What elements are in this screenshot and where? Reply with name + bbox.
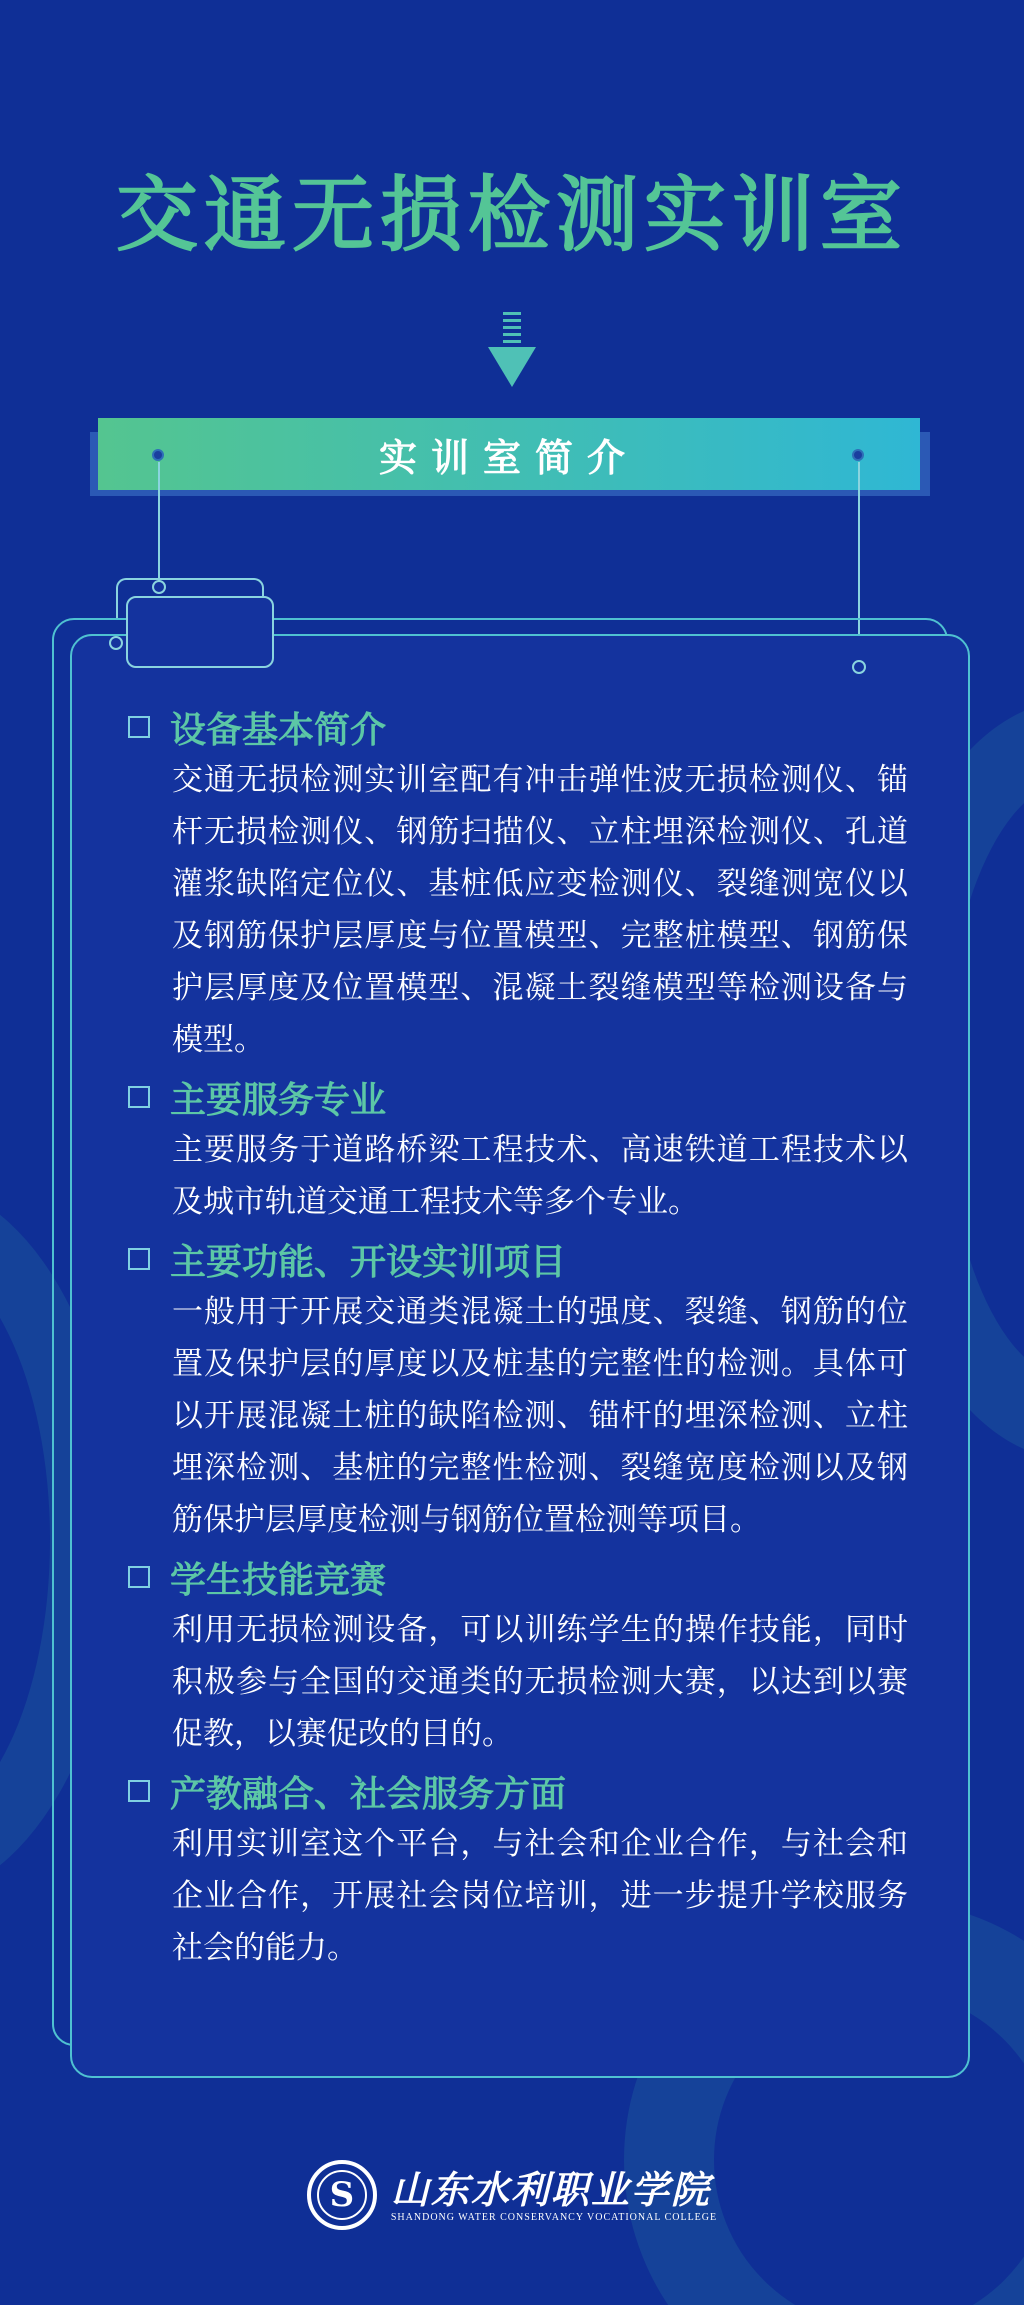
banner-label: 实训室简介: [378, 435, 639, 480]
page-title: 交通无损检测实训室: [115, 168, 908, 263]
ring-left-top: [152, 580, 166, 594]
section-equipment: [128, 700, 908, 1066]
content-list: [128, 700, 908, 1978]
banner-pin-left: [152, 449, 164, 461]
section-social-service: [128, 1764, 908, 1974]
section-body: 主要服务于道路桥梁工程技术、高速铁道工程技术以及城市轨道交通工程技术等多个专业。: [172, 1132, 908, 1220]
card-tab: [126, 596, 274, 668]
section-competition: [128, 1550, 908, 1760]
section-functions: [128, 1232, 908, 1546]
section-majors: [128, 1070, 908, 1228]
section-body: 利用实训室这个平台，与社会和企业合作，与社会和企业合作，开展社会岗位培训，进一步提升学校服务社会的能力。: [172, 1826, 908, 1966]
school-logo-icon: [307, 2160, 377, 2230]
section-body: 交通无损检测实训室配有冲击弹性波无损检测仪、锚杆无损检测仪、钢筋扫描仪、立柱埋深检测仪、孔道灌浆缺陷定位仪、基桩低应变检测仪、裂缝测宽仪以及钢筋保护层厚度与位置模型、完整桩模型、钢筋保护层厚度及位置模型、混凝土裂缝模型等检测设备与模型。: [172, 762, 908, 1058]
hanging-wire-left: [158, 462, 160, 584]
ring-right: [852, 660, 866, 674]
section-heading: 产教融合、社会服务方面: [170, 1773, 567, 1815]
school-name-en: SHANDONG WATER CONSERVANCY VOCATIONAL COLLEGE: [390, 2211, 718, 2223]
checkbox-icon: [128, 1248, 150, 1270]
section-body: 利用无损检测设备，可以训练学生的操作技能，同时积极参与全国的交通类的无损检测大赛，以达到以赛促教，以赛促改的目的。: [172, 1612, 908, 1752]
logo-glyph: S: [317, 2170, 367, 2220]
section-banner: [98, 418, 920, 490]
section-heading: 学生技能竞赛: [170, 1559, 387, 1601]
section-body: 一般用于开展交通类混凝土的强度、裂缝、钢筋的位置及保护层的厚度以及桩基的完整性的检测。具体可以开展混凝土桩的缺陷检测、锚杆的埋深检测、立柱埋深检测、基桩的完整性检测、裂缝宽度检测以及钢筋保护层厚度检测与钢筋位置检测等项目。: [172, 1294, 908, 1538]
section-heading: 主要功能、开设实训项目: [170, 1241, 567, 1283]
ring-left: [109, 636, 123, 650]
checkbox-icon: [128, 1566, 150, 1588]
checkbox-icon: [128, 1086, 150, 1108]
section-heading: 设备基本简介: [170, 709, 387, 751]
checkbox-icon: [128, 1780, 150, 1802]
school-name-block: [391, 2168, 717, 2223]
checkbox-icon: [128, 716, 150, 738]
section-heading: 主要服务专业: [170, 1079, 387, 1121]
school-name: 山东水利职业学院: [390, 2166, 711, 2212]
footer: [0, 2160, 1024, 2230]
down-arrow-icon: [488, 312, 536, 402]
banner-pin-right: [852, 449, 864, 461]
